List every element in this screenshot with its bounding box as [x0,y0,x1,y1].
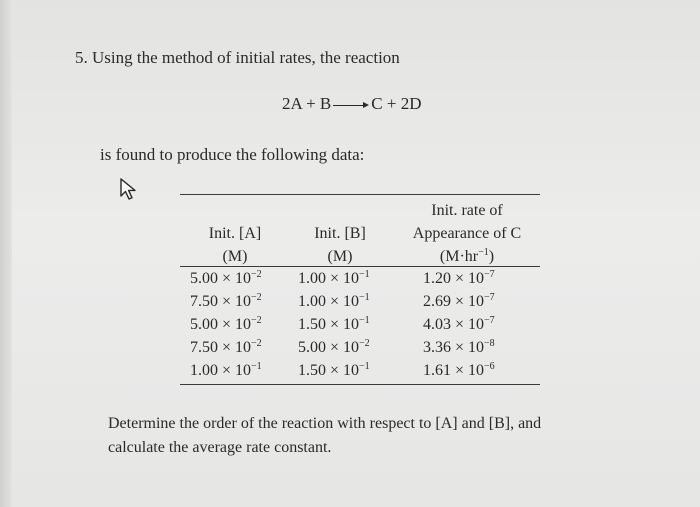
question-text [108,412,628,460]
page-edge [0,0,12,507]
mouse-pointer-icon [119,177,141,201]
problem-number: 5. [75,48,88,67]
reaction-arrow-icon [333,100,369,110]
cell-b: $5.00 \times 10^{-2}$ [298,338,370,356]
cell-rate: $4.03 \times 10^{-7}$ [423,315,495,333]
header-init-a [190,222,280,268]
header-rule [180,266,540,267]
problem-text: Using the method of initial rates, the reaction [92,48,400,67]
cell-b: $1.00 \times 10^{-1}$ [298,292,370,310]
products: C + 2D [371,94,422,113]
cell-b: $1.00 \times 10^{-1}$ [298,269,370,287]
header-c-line2: Appearance of C [412,225,522,242]
header-a-unit: (M) [222,248,248,265]
header-c-unit: $(M\cdot hr^{-1})$ [439,247,495,265]
header-b-unit: (M) [327,248,353,265]
cell-rate: $1.61 \times 10^{-6}$ [423,361,495,379]
cell-b: $1.50 \times 10^{-1}$ [298,315,370,333]
cell-a: $7.50 \times 10^{-2}$ [190,338,262,356]
header-init-b [296,222,384,268]
reactants: 2A + B [282,94,332,113]
header-b-label: Init. [B] [314,225,366,242]
cell-a: $5.00 \times 10^{-2}$ [190,315,262,333]
cell-rate: $2.69 \times 10^{-7}$ [423,292,495,310]
reaction-equation [282,94,421,114]
cell-a: $1.00 \times 10^{-1}$ [190,361,262,379]
cell-a: $5.00 \times 10^{-2}$ [190,269,262,287]
intro-text: is found to produce the following data: [100,145,365,164]
cell-a: $7.50 \times 10^{-2}$ [190,292,262,310]
cell-b: $1.50 \times 10^{-1}$ [298,361,370,379]
table-bottom-rule [180,384,540,385]
header-init-rate [398,199,536,268]
question-line-1: Determine the order of the reaction with respect to [A] and [B], and [108,415,542,432]
header-c-line1: Init. rate of [431,202,503,219]
cell-rate: $1.20 \times 10^{-7}$ [423,269,495,287]
header-a-label: Init. [A] [208,225,262,242]
table-top-rule [180,194,540,195]
problem-statement [75,48,400,68]
question-line-2: calculate the average rate constant. [108,439,332,456]
cell-rate: $3.36 \times 10^{-8}$ [423,338,495,356]
